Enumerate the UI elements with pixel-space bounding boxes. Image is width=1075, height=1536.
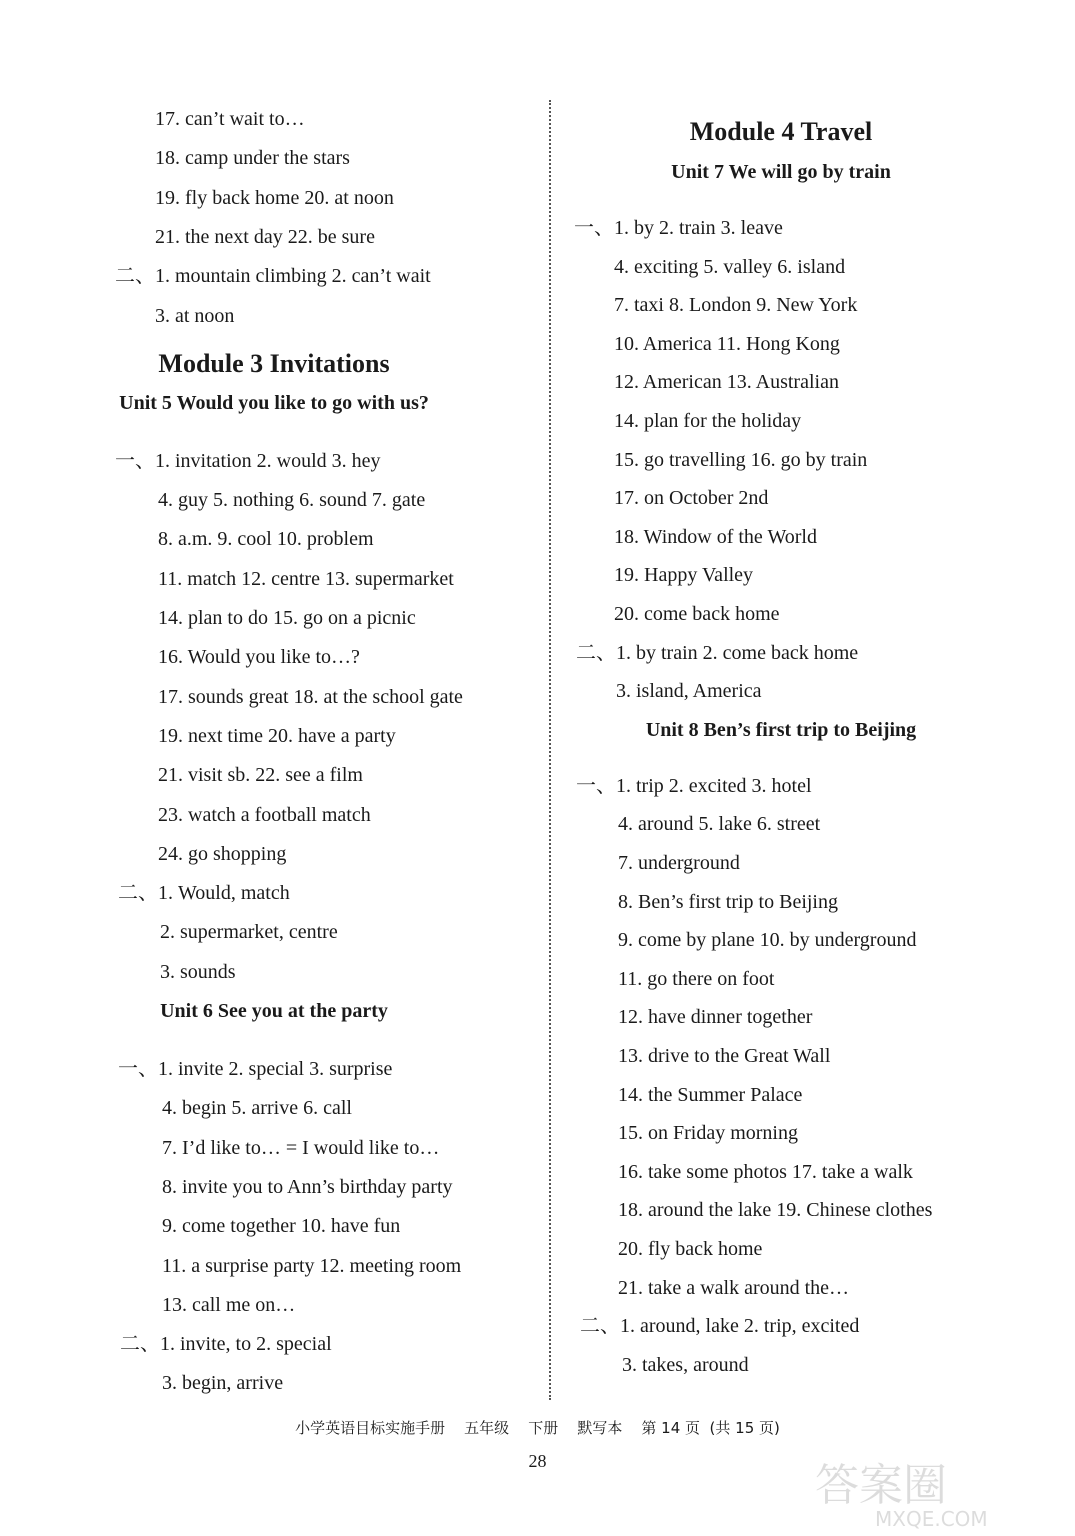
answer-line: 20. come back home bbox=[614, 603, 780, 625]
unit-heading: Unit 6 See you at the party bbox=[160, 1000, 388, 1022]
answer-line: 二、1. by train 2. come back home bbox=[576, 641, 859, 664]
answer-line: 2. supermarket, centre bbox=[160, 921, 338, 944]
answer-line: 20. fly back home bbox=[618, 1238, 763, 1260]
answer-line: 3. takes, around bbox=[622, 1353, 749, 1376]
answer-line: 18. around the lake 19. Chinese clothes bbox=[618, 1199, 933, 1222]
answer-line: 二、1. mountain climbing 2. can’t wait bbox=[115, 265, 431, 288]
answer-line: 二、1. invite, to 2. special bbox=[120, 1333, 332, 1356]
answer-line: 12. American 13. Australian bbox=[614, 371, 839, 394]
page-number: 28 bbox=[528, 1451, 547, 1471]
answer-line: 18. camp under the stars bbox=[155, 147, 350, 170]
watermark-sub: MXQE.COM bbox=[875, 1507, 988, 1530]
answer-line: 3. begin, arrive bbox=[162, 1372, 284, 1395]
answer-line: 4. guy 5. nothing 6. sound 7. gate bbox=[158, 489, 426, 512]
unit-heading: Unit 5 Would you like to go with us? bbox=[119, 391, 429, 414]
answer-line: 7. underground bbox=[618, 852, 740, 874]
answer-line: 19. fly back home 20. at noon bbox=[155, 186, 394, 209]
answer-line: 10. America 11. Hong Kong bbox=[614, 332, 840, 355]
answer-line: 17. can’t wait to… bbox=[155, 108, 305, 130]
answer-line: 16. take some photos 17. take a walk bbox=[618, 1160, 913, 1183]
answer-line: 18. Window of the World bbox=[614, 525, 817, 548]
answer-line: 一、1. by 2. train 3. leave bbox=[574, 217, 783, 239]
answer-line: 19. Happy Valley bbox=[614, 564, 754, 587]
answer-line: 15. go travelling 16. go by train bbox=[614, 448, 868, 471]
answer-line: 9. come by plane 10. by underground bbox=[618, 929, 917, 952]
unit-heading: Unit 7 We will go by train bbox=[671, 161, 891, 183]
module-heading: Module 4 Travel bbox=[689, 117, 873, 146]
answer-line: 11. match 12. centre 13. supermarket bbox=[158, 567, 454, 590]
answer-line: 3. at noon bbox=[155, 304, 235, 327]
answer-line: 4. around 5. lake 6. street bbox=[618, 813, 821, 836]
answer-line: 14. plan for the holiday bbox=[614, 410, 802, 432]
answer-line: 4. begin 5. arrive 6. call bbox=[162, 1097, 352, 1120]
answer-line: 11. go there on foot bbox=[618, 967, 775, 990]
answer-line: 二、1. around, lake 2. trip, excited bbox=[580, 1315, 860, 1338]
page-footer: 小学英语目标实施手册 五年级 下册 默写本 第 14 页 (共 15 页) bbox=[295, 1419, 780, 1437]
answer-line: 8. a.m. 9. cool 10. problem bbox=[158, 528, 374, 551]
answer-line: 8. invite you to Ann’s birthday party bbox=[162, 1175, 453, 1198]
answer-line: 一、1. invite 2. special 3. surprise bbox=[118, 1058, 393, 1080]
answer-line: 11. a surprise party 12. meeting room bbox=[162, 1254, 462, 1277]
answer-line: 4. exciting 5. valley 6. island bbox=[614, 255, 846, 278]
answer-line: 16. Would you like to…? bbox=[158, 646, 360, 669]
answer-line: 12. have dinner together bbox=[618, 1006, 813, 1029]
answer-line: 21. take a walk around the… bbox=[618, 1276, 850, 1299]
answer-line: 7. taxi 8. London 9. New York bbox=[614, 294, 858, 317]
answer-line: 一、1. invitation 2. would 3. hey bbox=[115, 449, 381, 472]
answer-line: 7. I’d like to… = I would like to… bbox=[162, 1136, 440, 1159]
answer-line: 15. on Friday morning bbox=[618, 1122, 798, 1145]
answer-line: 23. watch a football match bbox=[158, 803, 371, 826]
answer-line: 二、1. Would, match bbox=[118, 882, 290, 905]
answer-line: 17. on October 2nd bbox=[614, 487, 769, 510]
answer-line: 13. drive to the Great Wall bbox=[618, 1045, 831, 1067]
column-divider bbox=[549, 100, 551, 1400]
answer-line: 13. call me on… bbox=[162, 1293, 296, 1316]
watermark-text: 答案圈 bbox=[815, 1460, 947, 1511]
answer-line: 19. next time 20. have a party bbox=[158, 724, 396, 747]
answer-line: 3. sounds bbox=[160, 960, 236, 983]
answer-line: 17. sounds great 18. at the school gate bbox=[158, 685, 463, 708]
watermark-logo bbox=[805, 1450, 1055, 1530]
answer-line: 9. come together 10. have fun bbox=[162, 1215, 401, 1238]
answer-line: 24. go shopping bbox=[158, 842, 287, 865]
answer-line: 21. the next day 22. be sure bbox=[155, 225, 375, 248]
answer-line: 一、1. trip 2. excited 3. hotel bbox=[576, 774, 812, 797]
answer-line: 3. island, America bbox=[616, 680, 762, 703]
answer-line: 14. plan to do 15. go on a picnic bbox=[158, 607, 416, 629]
answer-line: 21. visit sb. 22. see a film bbox=[158, 764, 363, 787]
answer-line: 8. Ben’s first trip to Beijing bbox=[618, 890, 838, 913]
module-heading: Module 3 Invitations bbox=[158, 348, 390, 378]
answer-line: 14. the Summer Palace bbox=[618, 1083, 803, 1106]
unit-heading: Unit 8 Ben’s first trip to Beijing bbox=[645, 718, 917, 741]
